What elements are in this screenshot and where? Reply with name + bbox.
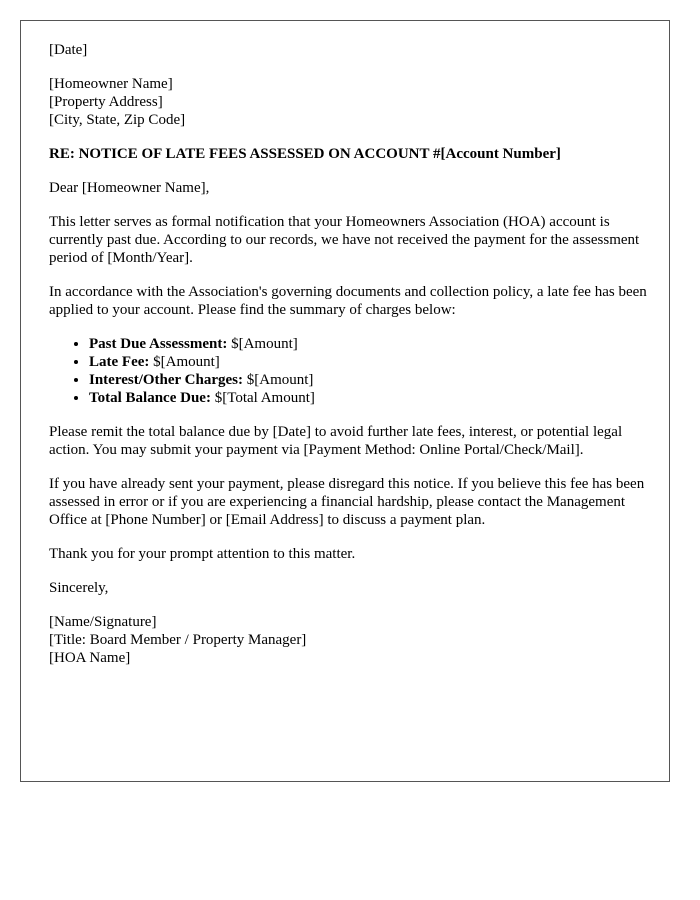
salutation: Dear [Homeowner Name], <box>49 180 210 196</box>
recipient-address-block <box>49 75 649 129</box>
charge-item-interest-other <box>89 371 649 389</box>
signature-name: [Name/Signature] <box>49 614 157 630</box>
charge-value: $[Amount] <box>149 354 220 370</box>
letter-page <box>20 20 670 782</box>
subject-line: RE: NOTICE OF LATE FEES ASSESSED ON ACCOUNT #[Account Number] <box>49 146 561 162</box>
charge-value: $[Total Amount] <box>210 390 315 406</box>
charge-label: Late Fee: <box>89 354 150 370</box>
paragraph-thank-you: Thank you for your prompt attention to this matter. <box>49 546 356 562</box>
paragraph-past-due-notice: This letter serves as formal notification that your Homeowners Association (HOA) account is currently past due. According to our records, we have not received the payment for the assessment period of [Month/Year]. <box>49 214 640 266</box>
paragraph-remit-payment: Please remit the total balance due by [Date] to avoid further late fees, interest, or potential legal action. You may submit your payment via [Payment Method: Online Portal/Check/Mail]. <box>49 424 623 458</box>
charge-value: $[Amount] <box>227 336 298 352</box>
recipient-name: [Homeowner Name] <box>49 76 173 92</box>
charge-value: $[Amount] <box>243 372 314 388</box>
date-line: [Date] <box>49 42 88 58</box>
charge-item-total-balance <box>89 389 649 407</box>
signature-organization: [HOA Name] <box>49 650 131 666</box>
charge-item-past-due-assessment <box>89 335 649 353</box>
paragraph-disregard-notice: If you have already sent your payment, please disregard this notice. If you believe this fee has been assessed in error or if you are experiencing a financial hardship, please contact the Management Office at [Phone Number] or [Email Address] to discuss a payment plan. <box>49 476 645 528</box>
recipient-property-address: [Property Address] <box>49 94 163 110</box>
paragraph-late-fee-applied: In accordance with the Association's governing documents and collection policy, a late fee has been applied to your account. Please find the summary of charges below: <box>49 284 647 318</box>
charge-label: Interest/Other Charges: <box>89 372 243 388</box>
charges-summary-list <box>49 335 649 407</box>
charge-label: Past Due Assessment: <box>89 336 228 352</box>
charge-item-late-fee <box>89 353 649 371</box>
charge-label: Total Balance Due: <box>89 390 211 406</box>
closing: Sincerely, <box>49 580 109 596</box>
recipient-city-state-zip: [City, State, Zip Code] <box>49 112 186 128</box>
signature-title: [Title: Board Member / Property Manager] <box>49 632 307 648</box>
signature-block <box>49 613 649 667</box>
